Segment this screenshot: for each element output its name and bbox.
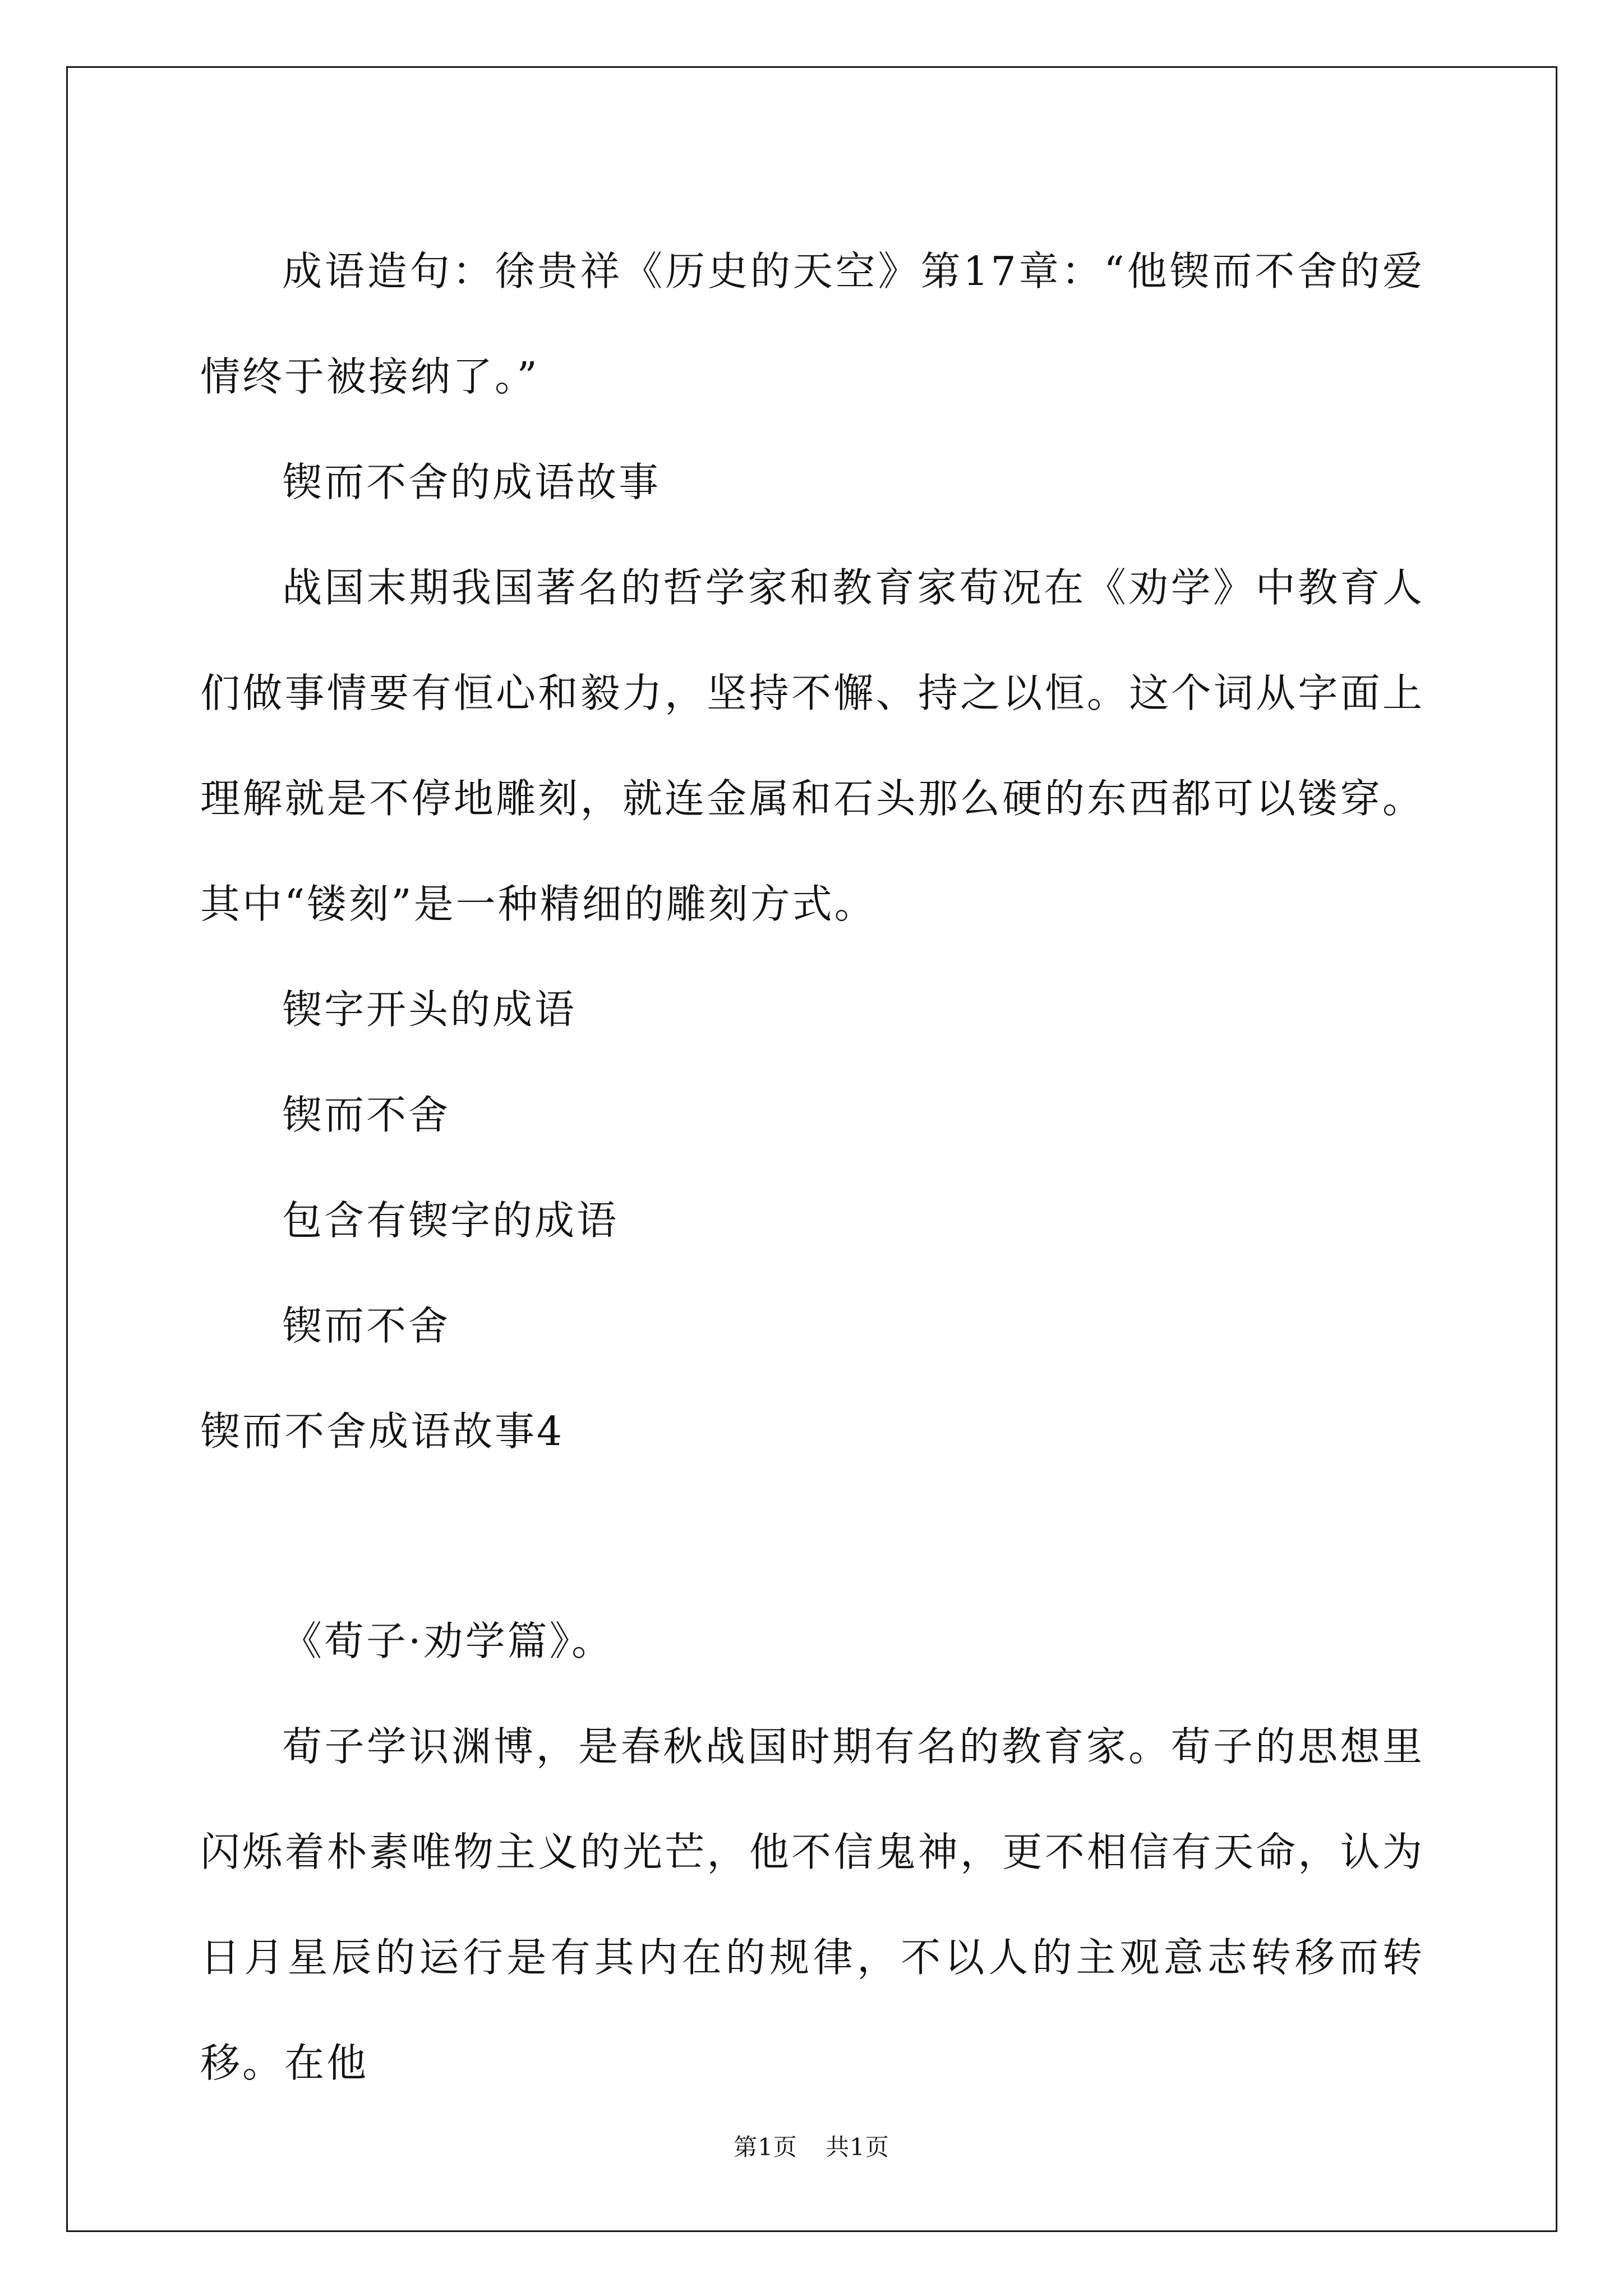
paragraph-xunzi: 荀子学识渊博，是春秋战国时期有名的教育家。荀子的思想里闪烁着朴素唯物主义的光芒，他不信鬼神，更不相信有天命，认为日月星辰的运行是有其内在的规律，不以人的主观意志转移而转移。在他 bbox=[200, 1723, 1424, 2086]
idiom-item: 锲而不舍 bbox=[282, 1092, 451, 1138]
page-total: 共1页 bbox=[826, 2133, 889, 2161]
heading-idioms-containing: 包含有锲字的成语 bbox=[282, 1197, 619, 1244]
page-footer bbox=[0, 2131, 1623, 2164]
section-gap bbox=[200, 1484, 1424, 1589]
page-number: 第1页 bbox=[734, 2133, 797, 2161]
document-body bbox=[200, 219, 1424, 2116]
paragraph-example-sentence: 成语造句：徐贵祥《历史的天空》第17章：“他锲而不舍的爱情终于被接纳了。” bbox=[200, 248, 1424, 400]
source-citation: 《荀子·劝学篇》。 bbox=[282, 1618, 614, 1664]
heading-idioms-starting: 锲字开头的成语 bbox=[282, 986, 577, 1033]
paragraph-story: 战国末期我国著名的哲学家和教育家荀况在《劝学》中教育人们做事情要有恒心和毅力，坚持不懈、持之以恒。这个词从字面上理解就是不停地雕刻，就连金属和石头那么硬的东西都可以镂穿。其中“镂刻”是一种精细的雕刻方式。 bbox=[200, 564, 1424, 927]
heading-idiom-story: 锲而不舍的成语故事 bbox=[282, 459, 661, 505]
section-title: 锲而不舍成语故事4 bbox=[200, 1408, 565, 1455]
idiom-item: 锲而不舍 bbox=[282, 1303, 451, 1349]
